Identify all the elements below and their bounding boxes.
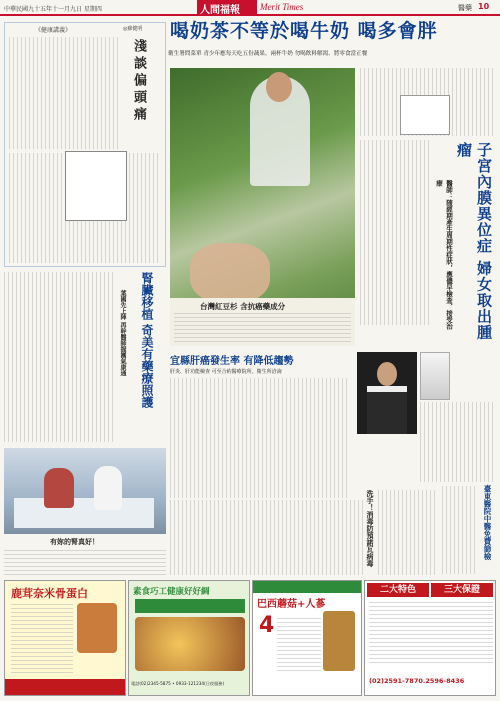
ad-mushroom-text [277,615,321,671]
kidney-photo-caption-text [4,547,166,575]
left-column-title: 淺談偏頭痛 [131,39,146,124]
kidney-patient-photo [4,448,166,534]
award-article-body [420,402,495,482]
left-body-text-a [9,37,119,149]
ad-mushroom-product [323,611,355,671]
ad-deer-footer [5,679,125,695]
kidney-subhead: 葉國先上陣 再幹醫師握團氣康通 [119,290,126,377]
issue-date: 中華民國九十五年十一月九日 星期四 [4,6,102,13]
liver-article-body [170,378,350,498]
east-clinic-body [442,486,478,574]
ad-deer-antler[interactable] [4,580,126,696]
newspaper-logo-box [197,0,257,14]
ad-features-left-title: 二大特色 [367,583,429,597]
plant-caption-title: 台灣紅豆杉 含抗癌藥成分 [200,302,286,311]
ad-features-phone: (02)2591-7870.2596-8436 [369,677,465,685]
patient-figure [44,468,74,508]
norovirus-headline: 洗手！消毒防預諾瓦病毒 [366,490,374,567]
ad-mushroom[interactable] [252,580,362,696]
liver-headline: 宜縣肝癌發生率 有降低趨勢 [170,356,294,367]
newspaper-logo: 人間福報 [200,5,240,16]
ad-mushroom-badge: 4 [259,613,275,638]
ad-mushroom-header [253,581,361,593]
ad-two-features[interactable] [364,580,496,696]
left-column-box [4,22,166,267]
ad-deer-title: 鹿茸奈米骨蛋白 [11,587,88,600]
researcher-head [266,72,292,102]
ad-deer-text [11,603,73,673]
norovirus-article-body [378,490,438,575]
main-article-inset [400,95,450,135]
ad-deer-product-image [77,603,117,653]
award-person-head [377,362,397,386]
column-byline: ◎蘇健明 [123,26,143,32]
kidney-headline: 腎臟移植 奇美有藥療照護 [140,272,154,409]
left-column-inset [65,151,127,221]
kidney-photo-caption: 有妳的腎真好！ [50,538,99,546]
photo-caption-panel [170,298,355,346]
award-photo [357,352,417,434]
ad-mushroom-title: 巴西蘑菇+人蔘 [257,599,326,610]
award-person-suit [367,386,407,434]
main-headline: 喝奶茶不等於喝牛奶 喝多會胖 [170,20,438,42]
ad-veg-banner [135,599,245,613]
page-number: 10 [478,2,490,11]
plant-caption-text [174,312,351,342]
uterus-article-body [360,140,430,325]
newspaper-logo-en: Merit Times [260,2,304,12]
trophy-image [420,352,450,400]
ad-features-text [369,601,493,663]
patient-bed [14,498,154,528]
kidney-article-body [4,272,116,442]
masthead-bar [0,0,500,16]
nurse-figure [94,466,122,510]
plant-photo [170,68,355,346]
uterus-subhead: 醫師：随經期產生周期性症狀，應儘早檢查、接受治療 [435,180,453,330]
ad-veg-title: 素食巧工健康好好綢 [133,587,210,597]
ad-veg-phone: 電話(02)2345-5875 • 0933-121234(日夜服務) [131,681,225,686]
east-clinic-headline: 臺東醫院中醫免費篩檢 [483,485,492,560]
ad-features-right-title: 三大保證 [431,583,493,597]
ad-vegetarian[interactable] [128,580,250,696]
ad-veg-food-image [135,617,245,671]
middle-bottom-body [170,500,365,575]
liver-subhead: 肝炎、肝功能檢查 可至合約醫療院所。衛生所洽詢 [170,369,282,375]
uterus-headline: 子宮內膜異位症 婦女取出腫瘤 [455,142,493,341]
section-name: 醫藥 [458,4,472,12]
column-kicker: 《健康講義》 [35,27,72,34]
hand-holding-leaves [190,243,270,303]
main-subhead: 衛生署問菜單 青少年應每天吃五份蔬果、兩杯牛奶 勿喝飲料解渴、將零食當正餐 [168,51,368,57]
